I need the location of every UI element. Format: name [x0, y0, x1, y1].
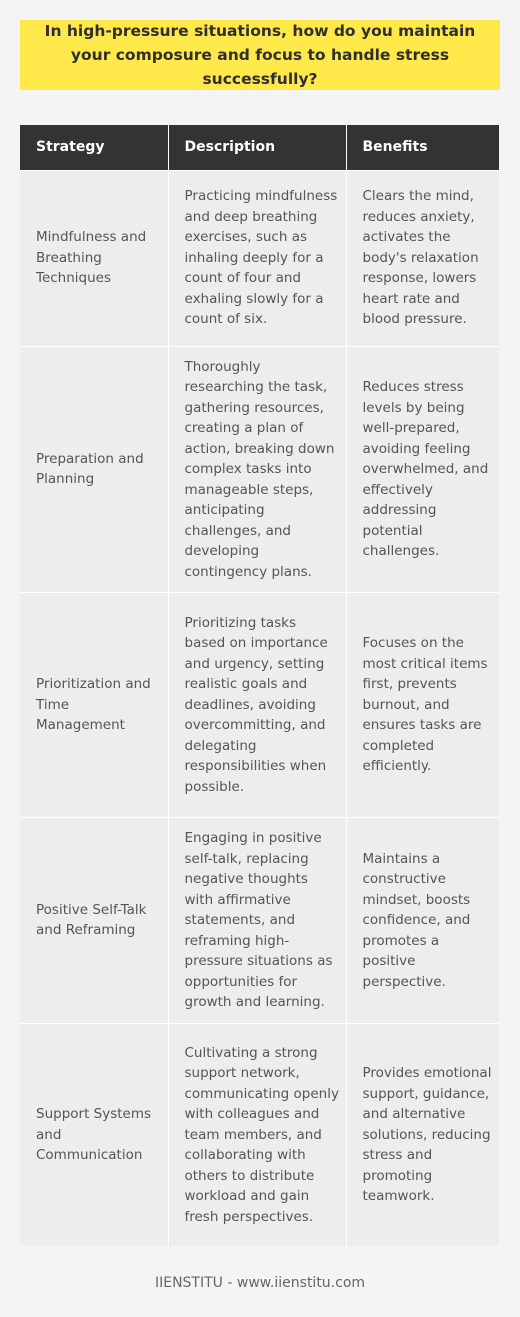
header-row — [20, 125, 499, 170]
strategy-table — [20, 125, 499, 1246]
table-row — [20, 1023, 499, 1246]
page-title: In high-pressure situations, how do you maintain your composure and focus to handle stress successfully? — [44, 22, 476, 88]
footer-credit: IIENSTITU - www.iienstitu.com — [154, 1275, 366, 1291]
table-row — [20, 593, 499, 818]
benefits-cell: Clears the mind, reduces anxiety, activates the body's relaxation response, lowers heart rate and blood pressure. — [346, 170, 499, 346]
table-row — [20, 818, 499, 1024]
benefits-cell: Provides emotional support, guidance, and alternative solutions, reducing stress and promoting teamwork. — [346, 1023, 499, 1246]
strategy-cell: Support Systems and Communication — [20, 1023, 168, 1246]
description-cell: Practicing mindfulness and deep breathing exercises, such as inhaling deeply for a count of four and exhaling slowly for a count of six. — [168, 170, 346, 346]
table-row — [20, 346, 499, 593]
benefits-cell: Reduces stress levels by being well-prepared, avoiding feeling overwhelmed, and effectively addressing potential challenges. — [346, 346, 499, 593]
header-description: Description — [168, 125, 346, 170]
header-strategy: Strategy — [20, 125, 168, 170]
description-cell: Cultivating a strong support network, communicating openly with colleagues and team members, and collaborating with others to distribute workload and gain fresh perspectives. — [168, 1023, 346, 1246]
strategy-cell: Preparation and Planning — [20, 346, 168, 593]
description-cell: Thoroughly researching the task, gathering resources, creating a plan of action, breaking down complex tasks into manageable steps, anticipating challenges, and developing contingency plans. — [168, 346, 346, 593]
table-row — [20, 170, 499, 346]
title-banner — [20, 20, 500, 90]
benefits-cell: Focuses on the most critical items first, prevents burnout, and ensures tasks are completed efficiently. — [346, 593, 499, 818]
description-cell: Engaging in positive self-talk, replacing negative thoughts with affirmative statements, and reframing high-pressure situations as opportunities for growth and learning. — [168, 818, 346, 1024]
strategy-cell: Prioritization and Time Management — [20, 593, 168, 818]
benefits-cell: Maintains a constructive mindset, boosts confidence, and promotes a positive perspective. — [346, 818, 499, 1024]
table-header — [20, 125, 499, 170]
description-cell: Prioritizing tasks based on importance and urgency, setting realistic goals and deadlines, avoiding overcommitting, and delegating responsibilities when possible. — [168, 593, 346, 818]
table-body — [20, 170, 499, 1246]
strategy-cell: Positive Self-Talk and Reframing — [20, 818, 168, 1024]
header-benefits: Benefits — [346, 125, 499, 170]
strategy-cell: Mindfulness and Breathing Techniques — [20, 170, 168, 346]
